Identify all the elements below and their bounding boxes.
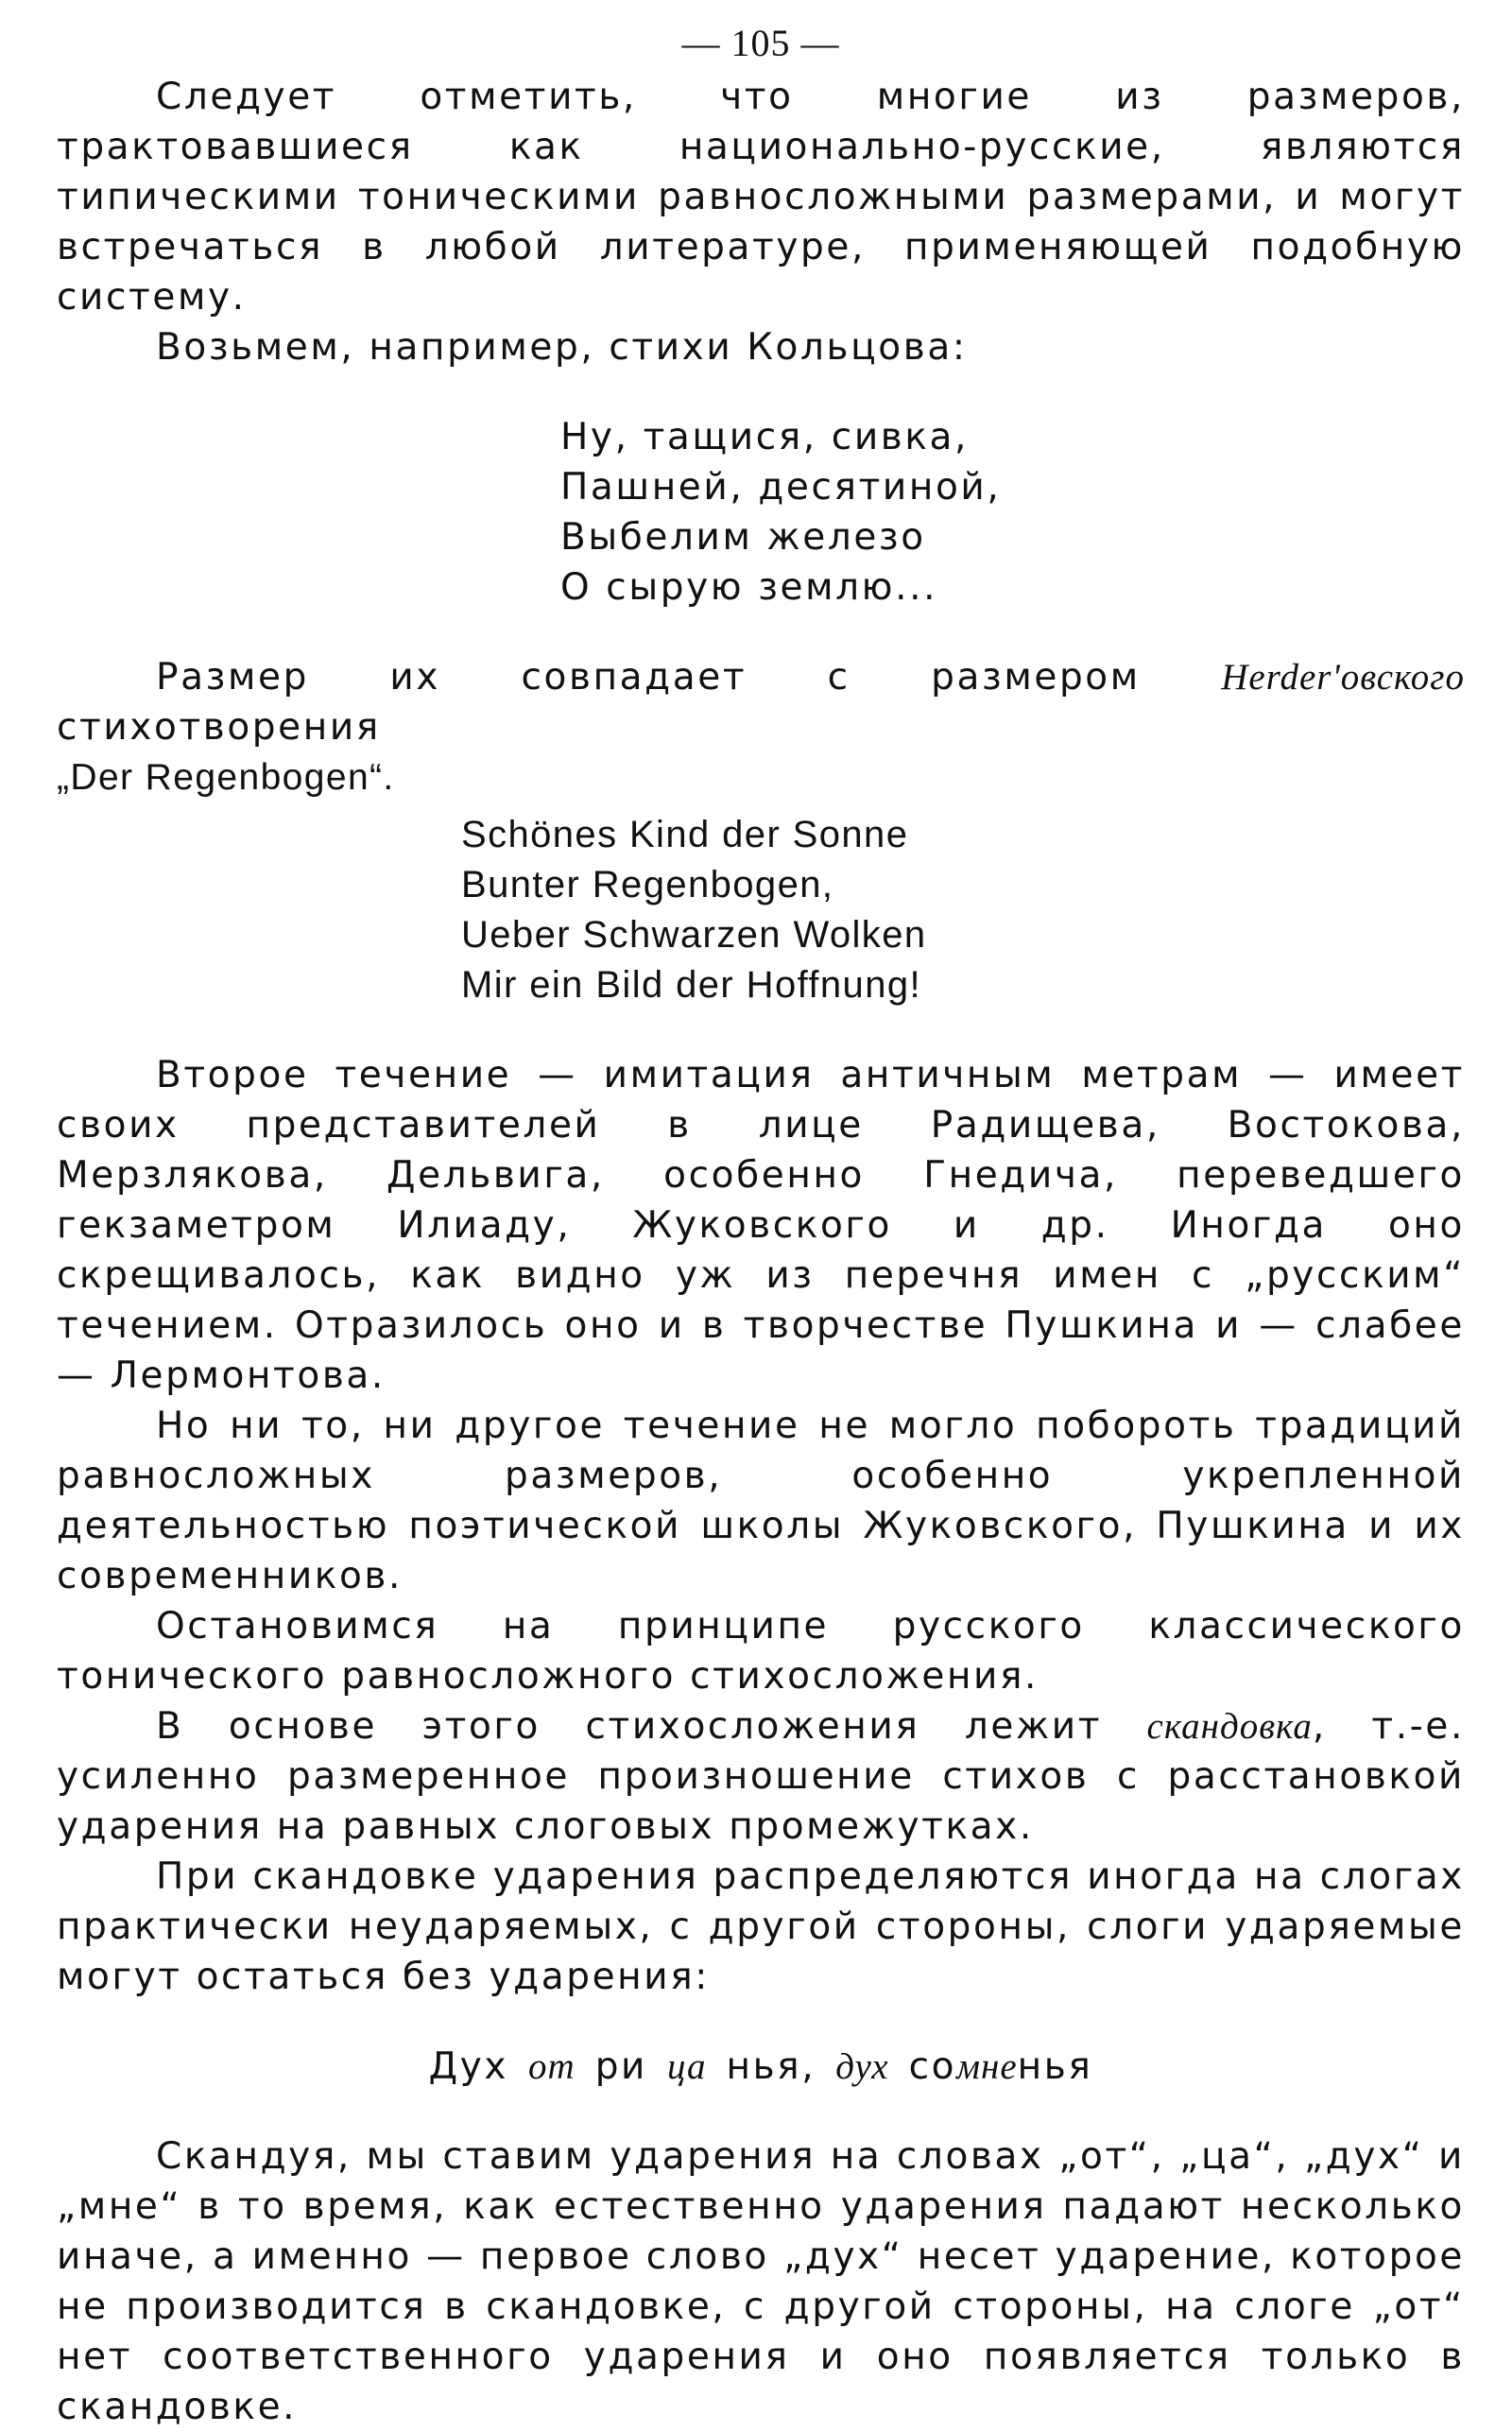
page-number: — 105 — [681,22,840,64]
verse-line: Пашней, десятиной, [560,466,1002,509]
paragraph-3-text-end: стихотворения [57,706,381,749]
verse-line: Ueber Schwarzen Wolken [461,914,927,956]
koltsov-verse [560,412,1465,612]
verse-line: Ну, тащися, сивка, [560,416,970,458]
verse-line: Mir ein Bild der Hoffnung! [461,964,922,1006]
book-page [57,0,1465,2432]
stressed-syllable: от [528,2046,576,2087]
verse-line: Bunter Regenbogen, [461,864,834,906]
scansion-example [57,2042,1465,2092]
syllable: нья [1017,2045,1093,2088]
paragraph-3-text: Размер их совпадает с размером [156,656,1222,699]
paragraph-6: Остановимся на принципе русского классического тонического равносложного стихосложения. [57,1605,1465,1698]
stressed-syllable: ца [667,2046,707,2087]
poem-title: „Der Regenbogen“. [57,757,395,798]
syllable: со [908,2045,957,2088]
paragraph-5: Но ни то, ни другое течение не могло побороть традиций равносложных размеров, особенно укрепленной деятельностью поэтической школы Жуковского, Пушкина и их современников. [57,1405,1465,1597]
verse-line: О сырую землю... [560,566,938,609]
paragraph-8: При скандовке ударения распределяются иногда на слогах практически неударяемых, с другой стороны, слоги ударяемые могут остаться без ударения: [57,1855,1465,1998]
paragraph-4: Второе течение — имитация античным метрам — имеет своих представителей в лице Радищева, Востокова, Мерзлякова, Дельвига, особенно Гнедича, переведшего гекзаметром Илиаду, Жуковского и др. Иногда оно скрещивалось, как видно уж из перечня имен с „русским“ течением. Отразилось оно и в творчестве Пушкина и — слабее — Лермонтова. [57,1054,1465,1397]
paragraph-7-text: В основе этого стихосложения лежит [156,1705,1147,1748]
skandovka-term: скандовка [1146,1706,1313,1747]
paragraph-2: Возьмем, например, стихи Кольцова: [156,326,968,369]
paragraph-9: Скандуя, мы ставим ударения на словах „от“, „ца“, „дух“ и „мне“ в то время, как естественно ударения падают несколько иначе, а именно — первое слово „дух“ несет ударение, которое не производится в скандовке, с другой стороны, на слоге „от“ нет соответственного ударения и оно появляется только в скандовке. [57,2135,1465,2428]
stressed-syllable: дух [835,2046,889,2087]
herder-name: Herder'овского [1221,657,1465,698]
syllable: Дух [428,2045,509,2088]
stressed-syllable: мне [956,2046,1018,2087]
paragraph-1: Следует отметить, что многие из размеров, трактовавшиеся как национально-русские, являются типическими тоническими равносложными размерами, и могут встречаться в любой литературе, применяющей подобную систему. [57,76,1465,319]
syllable: нья, [726,2045,816,2088]
verse-line: Выбелим железо [560,516,926,559]
paragraph-7-text-end: , т.-е. усиленно размеренное произношение стихов с расстановкой ударения на равных слоговых промежутках. [57,1705,1465,1848]
syllable: ри [594,2045,648,2088]
verse-line: Schönes Kind der Sonne [461,814,909,855]
paragraph-7 [57,1701,1465,1852]
herder-verse [461,810,1465,1010]
paragraph-3 [57,652,1465,752]
